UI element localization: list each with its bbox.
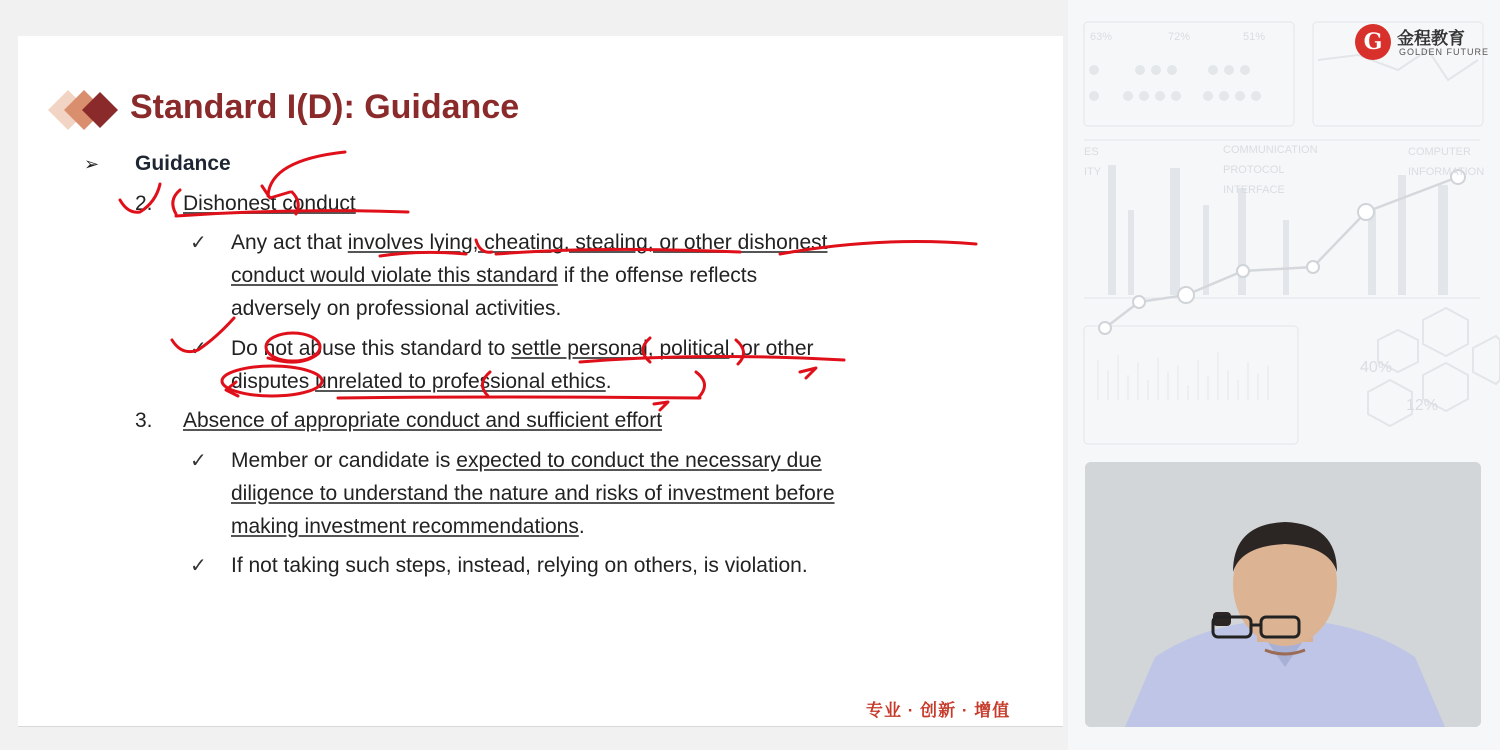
brand-logo xyxy=(1355,22,1495,62)
title-diamonds-icon xyxy=(48,88,128,132)
bg-label-es: ES xyxy=(1084,146,1099,158)
item2-bullet1-line1: Any act that involves lying, cheating, stealing, or other dishonest xyxy=(231,231,828,254)
bg-label-computer: COMPUTER xyxy=(1408,146,1471,158)
item3-heading: Absence of appropriate conduct and sufficient effort xyxy=(183,409,663,432)
bg-label-pct2: 72% xyxy=(1168,31,1191,43)
check-icon: ✓ xyxy=(190,232,207,254)
bg-label-protocol: PROTOCOL xyxy=(1223,164,1285,176)
check-icon: ✓ xyxy=(190,555,207,577)
logo-mark-icon: G xyxy=(1355,24,1391,60)
item3-bullet1-line2: diligence to understand the nature and risks of investment before xyxy=(231,482,835,505)
item2-number: 2. xyxy=(135,192,153,215)
item3-number: 3. xyxy=(135,409,153,432)
item2-bullet2-line1: Do not abuse this standard to settle personal, political, or other xyxy=(231,337,814,360)
item3-bullet1-line1: Member or candidate is expected to conduct the necessary due xyxy=(231,449,822,472)
item2-heading: Dishonest conduct xyxy=(183,192,356,215)
bullet-arrow-icon: ➢ xyxy=(84,154,100,174)
item3-bullet1-line3: making investment recommendations. xyxy=(231,515,585,538)
section-label: Guidance xyxy=(135,152,231,175)
check-icon: ✓ xyxy=(190,450,207,472)
bg-label-information: INFORMATION xyxy=(1408,166,1485,178)
bg-label-pct3: 51% xyxy=(1243,31,1266,43)
webcam-video xyxy=(1085,462,1481,727)
item3-bullet2: If not taking such steps, instead, relying on others, is violation. xyxy=(231,554,808,577)
bg-label-hex-pct1: 40% xyxy=(1360,359,1393,376)
item2-bullet1-line2: conduct would violate this standard if the offense reflects xyxy=(231,264,758,287)
background-infographic xyxy=(1068,0,1500,460)
slide-title: Standard I(D): Guidance xyxy=(130,88,520,126)
item2-bullet1-line3: adversely on professional activities. xyxy=(231,297,562,320)
logo-name-en: GOLDEN FUTURE xyxy=(1399,47,1490,57)
bg-label-communication: COMMUNICATION xyxy=(1223,144,1318,156)
presenter-image xyxy=(1085,462,1481,727)
slide-footer-slogan: 专业 · 创新 · 增值 xyxy=(866,701,1011,720)
bg-label-interface: INTERFACE xyxy=(1223,184,1285,196)
logo-name-cn: 金程教育 xyxy=(1397,29,1465,48)
item2-bullet2-line2: disputes unrelated to professional ethics. xyxy=(231,370,612,393)
bg-label-ity: ITY xyxy=(1084,166,1102,178)
bg-label-pct1: 63% xyxy=(1090,31,1113,43)
bg-label-hex-pct2: 12% xyxy=(1406,397,1439,414)
check-icon: ✓ xyxy=(190,338,207,360)
